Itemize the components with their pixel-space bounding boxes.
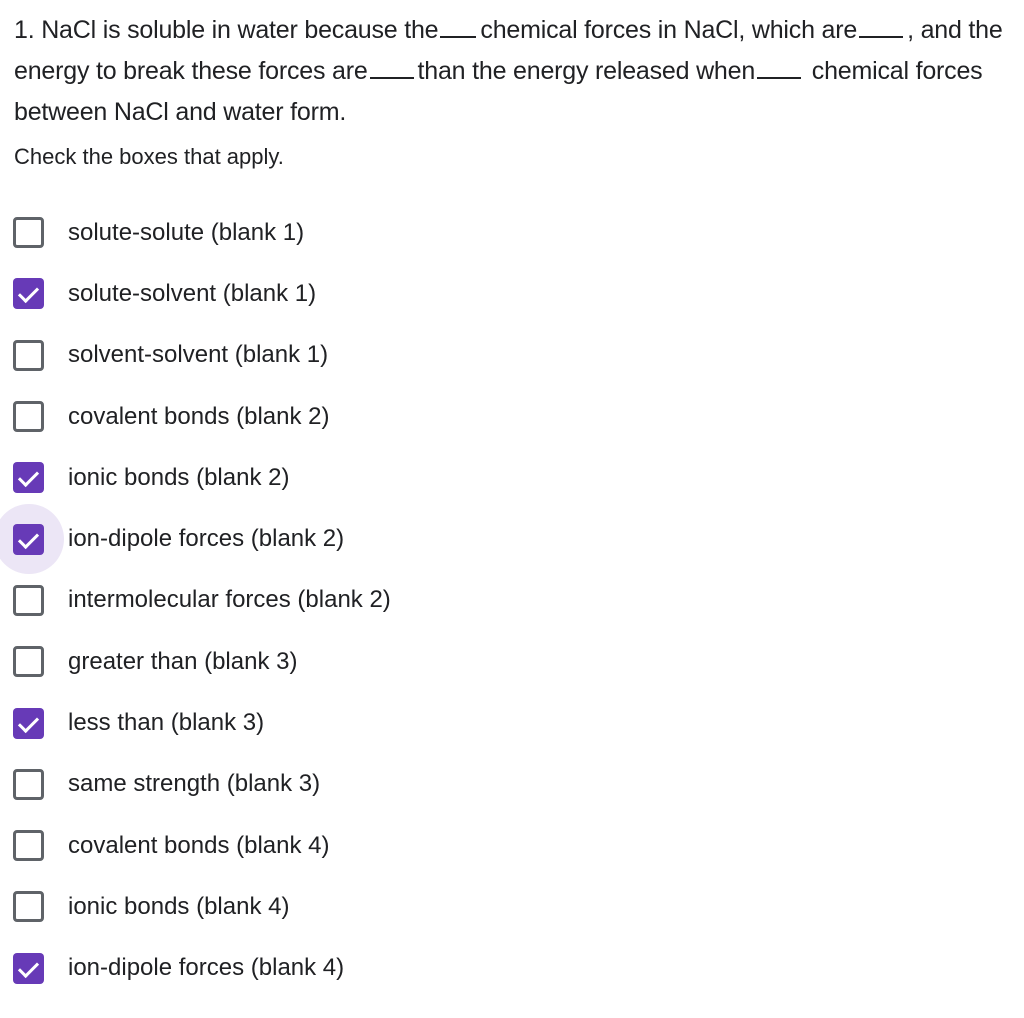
checkbox-unchecked[interactable] xyxy=(13,769,44,800)
checkbox-option[interactable] xyxy=(0,447,1024,508)
checkbox-unchecked[interactable] xyxy=(13,340,44,371)
blank-3 xyxy=(370,59,414,79)
checkbox-option[interactable] xyxy=(0,202,1024,263)
question-part-6: chemical forces between NaCl and water form. xyxy=(14,57,983,126)
blank-4 xyxy=(757,59,801,79)
checkbox-label: covalent bonds (blank 4) xyxy=(68,831,330,859)
checkbox-checked[interactable] xyxy=(13,524,44,555)
checkbox-option[interactable] xyxy=(0,508,1024,569)
checkbox-option[interactable] xyxy=(0,631,1024,692)
checkbox-unchecked[interactable] xyxy=(13,891,44,922)
checkbox-unchecked[interactable] xyxy=(13,585,44,616)
checkbox-option[interactable] xyxy=(0,570,1024,631)
checkbox-label: greater than (blank 3) xyxy=(68,647,298,675)
checkbox-unchecked[interactable] xyxy=(13,830,44,861)
question-part-1: NaCl is soluble in water because the xyxy=(41,16,439,44)
checkbox-option[interactable] xyxy=(0,263,1024,324)
checkbox-label: ionic bonds (blank 4) xyxy=(68,892,290,920)
checkbox-option[interactable] xyxy=(0,386,1024,447)
checkbox-checked[interactable] xyxy=(13,953,44,984)
checkbox-checked[interactable] xyxy=(13,278,44,309)
checkbox-option[interactable] xyxy=(0,938,1024,999)
checkbox-label: solute-solvent (blank 1) xyxy=(68,279,317,307)
checkbox-option[interactable] xyxy=(0,876,1024,937)
checkbox-label: solute-solute (blank 1) xyxy=(68,218,305,246)
checkbox-label: ionic bonds (blank 2) xyxy=(68,463,290,491)
checkbox-label: covalent bonds (blank 2) xyxy=(68,402,330,430)
checkbox-option[interactable] xyxy=(0,325,1024,386)
blank-1 xyxy=(440,18,476,38)
checkbox-label: less than (blank 3) xyxy=(68,709,265,737)
checkbox-label: ion-dipole forces (blank 4) xyxy=(68,954,345,982)
checkbox-unchecked[interactable] xyxy=(13,401,44,432)
checkbox-option[interactable] xyxy=(0,754,1024,815)
checkbox-checked[interactable] xyxy=(13,462,44,493)
checkbox-unchecked[interactable] xyxy=(13,217,44,248)
question-text xyxy=(14,10,1014,133)
question-part-2: chemical forces in NaCl, which are xyxy=(480,16,858,44)
question-part-5: than the energy released when xyxy=(417,57,756,85)
checkbox-unchecked[interactable] xyxy=(13,646,44,677)
checkbox-label: ion-dipole forces (blank 2) xyxy=(68,525,345,553)
question-number: 1. xyxy=(14,16,35,44)
checkbox-option[interactable] xyxy=(0,692,1024,753)
checkbox-label: intermolecular forces (blank 2) xyxy=(68,586,391,614)
checkbox-checked[interactable] xyxy=(13,708,44,739)
checkbox-option[interactable] xyxy=(0,815,1024,876)
question-part-3: , xyxy=(907,16,914,44)
question-part-4: and the energy to break these forces are xyxy=(14,16,1003,85)
checkbox-label: same strength (blank 3) xyxy=(68,770,321,798)
checkbox-label: solvent-solvent (blank 1) xyxy=(68,341,329,369)
blank-2 xyxy=(859,18,903,38)
instruction-text: Check the boxes that apply. xyxy=(14,144,284,169)
checkbox-options-list xyxy=(0,202,1024,999)
